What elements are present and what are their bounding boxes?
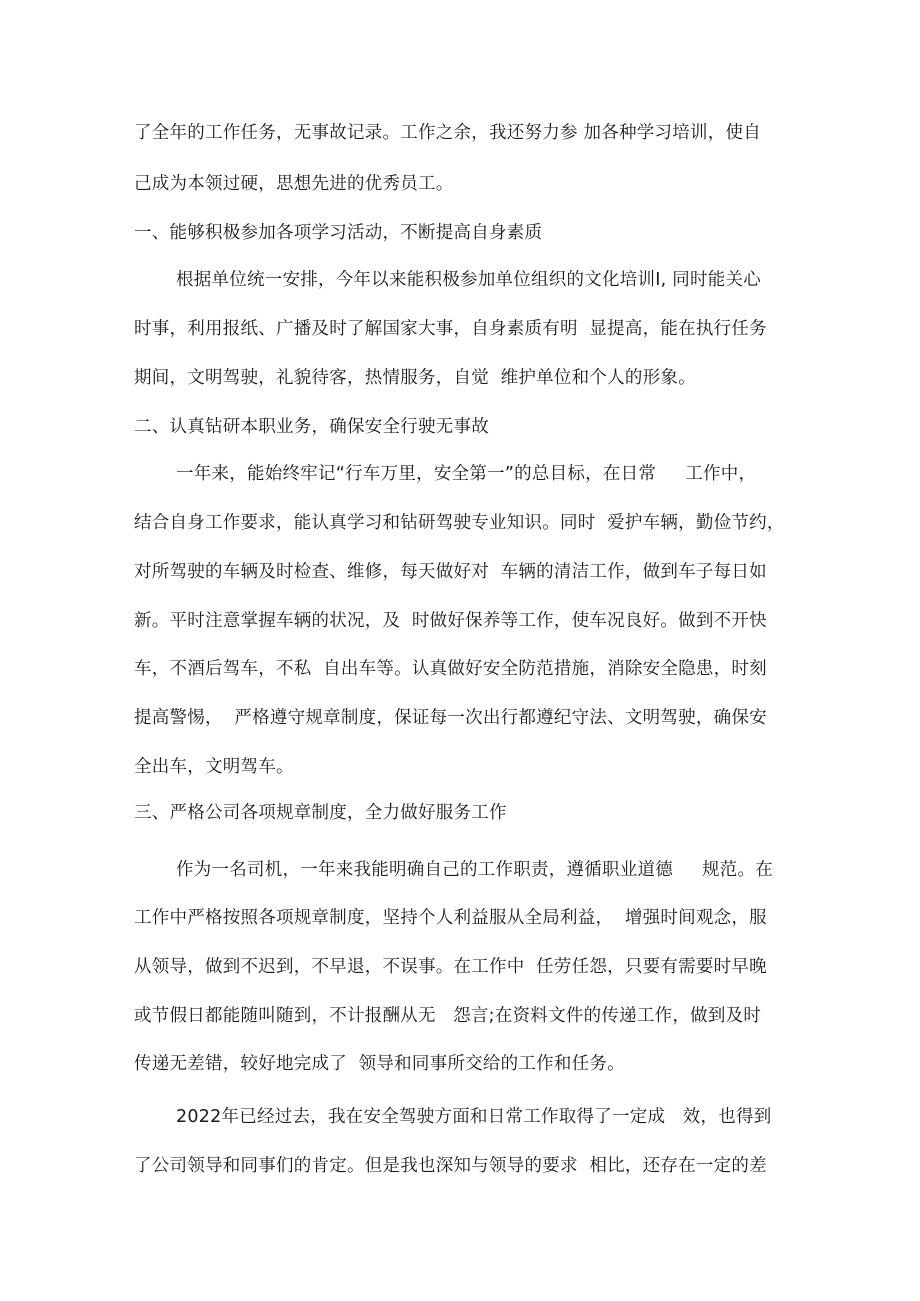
section-heading: 二、认真钻研本职业务，确保安全行驶无事故 [134,417,489,437]
text-line: 2022年已经过去，我在安全驾驶方面和日常工作取得了一定成 效，也得到 [176,1107,772,1127]
text-line: 新。平时注意掌握车辆的状况，及 时做好保养等工作，使车况良好。做到不开快 [134,611,767,631]
text-line: 车，不酒后驾车，不私 自出车等。认真做好安全防范措施，消除安全隐患，时刻 [134,659,767,679]
text-line: 了公司领导和同事们的肯定。但是我也深知与领导的要求 相比，还存在一定的差 [134,1156,767,1176]
text-line: 结合自身工作要求，能认真学习和钻研驾驶专业知识。同时 爱护车辆，勤俭节约， [134,513,785,533]
section-heading: 三、严格公司各项规章制度，全力做好服务工作 [134,803,507,823]
text-line: 全出车，文明驾车。 [134,757,294,777]
text-line: 工作中严格按照各项规章制度，坚持个人利益服从全局利益， 增强时间观念，服 [134,908,767,928]
text-line: 对所驾驶的车辆及时检查、维修，每天做好对 车辆的清洁工作，做到车子每日如 [134,562,767,582]
text-line: 提高警惕， 严格遵守规章制度，保证每一次出行都遵纪守法、文明驾驶，确保安 [134,708,767,728]
text-line: 时事，利用报纸、广播及时了解国家大事，自身素质有明 显提高，能在执行任务 [134,319,767,339]
text-line: 从领导，做到不迟到，不早退，不误事。在工作中 任劳任怨，只要有需要时早晚 [134,957,767,977]
text-line: 期间，文明驾驶，礼貌待客，热情服务，自觉 维护单位和个人的形象。 [134,368,696,388]
text-line: 传递无差错，较好地完成了 领导和同事所交给的工作和任务。 [134,1054,625,1074]
text-line: 了全年的工作任务，无事故记录。工作之余，我还努力参 加各种学习培训，使自 [134,123,762,143]
text-line: 一年来，能始终牢记“行车万里，安全第一”的总目标，在日常 工作中， [176,464,757,484]
text-line: 或节假日都能随叫随到，不计报酬从无 怨言;在资料文件的传递工作，做到及时 [134,1006,762,1026]
text-line: 己成为本领过硬，思想先进的优秀员工。 [134,174,454,194]
section-heading: 一、能够积极参加各项学习活动，不断提高自身素质 [134,223,543,243]
text-line: 作为一名司机，一年来我能明确自己的工作职责，遵循职业道德 规范。在 [176,860,774,880]
text-line: 根据单位统一安排，今年以来能积极参加单位组织的文化培训I, 同时能关心 [176,270,762,290]
